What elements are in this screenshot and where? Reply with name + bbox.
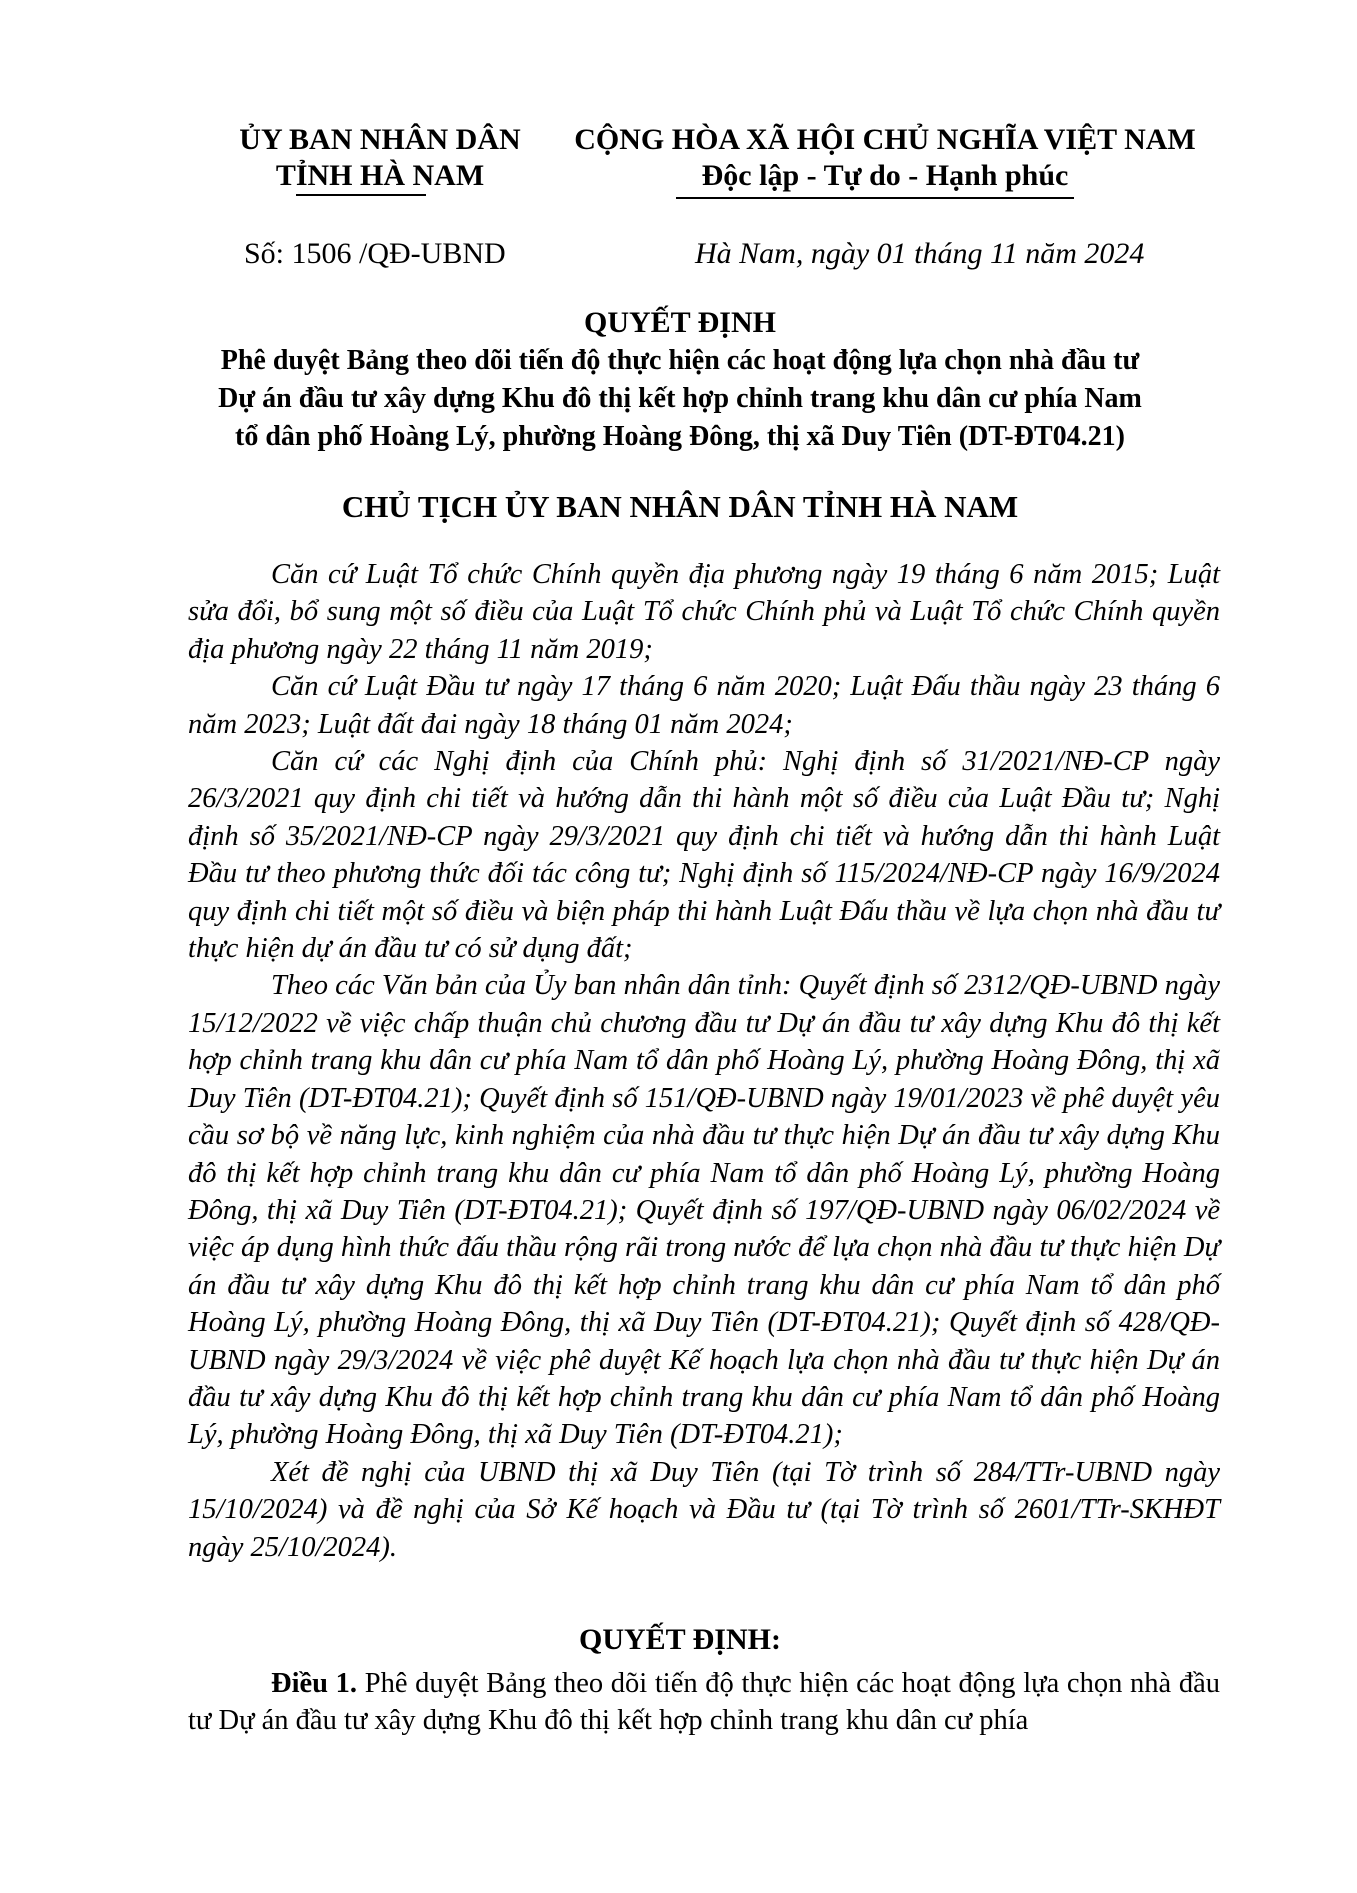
title-line-2: Dự án đầu tư xây dựng Khu đô thị kết hợp chỉnh trang khu dân cư phía Nam — [218, 383, 1142, 414]
authority-heading: CHỦ TỊCH ỦY BAN NHÂN DÂN TỈNH HÀ NAM — [341, 489, 1019, 524]
title-main: QUYẾT ĐỊNH — [584, 306, 776, 339]
title-line-1: Phê duyệt Bảng theo dõi tiến độ thực hiện các hoạt động lựa chọn nhà đầu tư — [220, 345, 1140, 376]
agency-line-2: TỈNH HÀ NAM — [275, 159, 485, 192]
article-1-label: Điều 1. — [271, 1668, 358, 1699]
article-1-text: Phê duyệt Bảng theo dõi tiến độ thực hiện các hoạt động lựa chọn nhà đầu tư Dự án đầu tư xây dựng Khu đô thị kết hợp chỉnh trang khu dân cư phía — [188, 1668, 1221, 1737]
paragraph: Xét đề nghị của UBND thị xã Duy Tiên (tại Tờ trình số 284/TTr-UBND ngày 15/10/2024) và đề nghị của Sở Kế hoạch và Đầu tư (tại Tờ trình số 2601/TTr-SKHĐT ngày 25/10/2024). — [188, 1456, 1220, 1563]
issuing-agency — [230, 122, 530, 194]
title-line-3: tổ dân phố Hoàng Lý, phường Hoàng Đông, thị xã Duy Tiên (DT-ĐT04.21) — [235, 421, 1125, 452]
decision-heading: QUYẾT ĐỊNH: — [579, 1623, 781, 1656]
paragraph: Căn cứ Luật Đầu tư ngày 17 tháng 6 năm 2020; Luật Đấu thầu ngày 23 tháng 6 năm 2023; Luật đất đai ngày 18 tháng 01 năm 2024; — [188, 671, 1220, 740]
document-title — [140, 304, 1220, 456]
document-date: Hà Nam, ngày 01 tháng 11 năm 2024 — [695, 237, 1145, 270]
motto-underline — [676, 197, 1074, 199]
paragraph: Căn cứ Luật Tổ chức Chính quyền địa phương ngày 19 tháng 6 năm 2015; Luật sửa đổi, bổ sung một số điều của Luật Tổ chức Chính phủ và Luật Tổ chức Chính quyền địa phương ngày 22 tháng 11 năm 2019; — [188, 559, 1220, 665]
paragraph: Theo các Văn bản của Ủy ban nhân dân tỉnh: Quyết định số 2312/QĐ-UBND ngày 15/12/2022 về việc chấp thuận chủ chương đầu tư Dự án đầu tư xây dựng Khu đô thị kết hợp chỉnh trang khu dân cư phía Nam tổ dân phố Hoàng Lý, phường Hoàng Đông, thị xã Duy Tiên (DT-ĐT04.21); Quyết định số 151/QĐ-UBND ngày 19/01/2023 về phê duyệt yêu cầu sơ bộ về năng lực, kinh nghiệm của nhà đầu tư thực hiện Dự án đầu tư xây dựng Khu đô thị kết hợp chỉnh trang khu dân cư phía Nam tổ dân phố Hoàng Lý, phường Hoàng Đông, thị xã Duy Tiên (DT-ĐT04.21); Quyết định số 197/QĐ-UBND ngày 06/02/2024 về việc áp dụng hình thức đấu thầu rộng rãi trong nước để lựa chọn nhà đầu tư thực hiện Dự án đầu tư xây dựng Khu đô thị kết hợp chỉnh trang khu dân cư phía Nam tổ dân phố Hoàng Lý, phường Hoàng Đông, thị xã Duy Tiên (DT-ĐT04.21); Quyết định số 428/QĐ-UBND ngày 29/3/2024 về việc phê duyệt Kế hoạch lựa chọn nhà đầu tư thực hiện Dự án đầu tư xây dựng Khu đô thị kết hợp chỉnh trang khu dân cư phía Nam tổ dân phố Hoàng Lý, phường Hoàng Đông, thị xã Duy Tiên (DT-ĐT04.21); — [188, 970, 1220, 1451]
article-1 — [188, 1665, 1220, 1740]
national-motto — [555, 122, 1215, 194]
document-number: Số: 1506 /QĐ-UBND — [244, 237, 506, 270]
legal-basis — [188, 556, 1220, 1566]
paragraph: Căn cứ các Nghị định của Chính phủ: Nghị định số 31/2021/NĐ-CP ngày 26/3/2021 quy định chi tiết và hướng dẫn thi hành một số điều của Luật Đầu tư; Nghị định số 35/2021/NĐ-CP ngày 29/3/2021 quy định chi tiết và hướng dẫn thi hành Luật Đầu tư theo phương thức đối tác công tư; Nghị định số 115/2024/NĐ-CP ngày 16/9/2024 quy định chi tiết một số điều và biện pháp thi hành Luật Đấu thầu về lựa chọn nhà đầu tư thực hiện dự án đầu tư có sử dụng đất; — [188, 746, 1220, 965]
motto-line: Độc lập - Tự do - Hạnh phúc — [701, 159, 1069, 192]
agency-line-1: ỦY BAN NHÂN DÂN — [239, 123, 521, 156]
national-name: CỘNG HÒA XÃ HỘI CHỦ NGHĨA VIỆT NAM — [574, 123, 1196, 156]
agency-underline — [296, 194, 426, 196]
